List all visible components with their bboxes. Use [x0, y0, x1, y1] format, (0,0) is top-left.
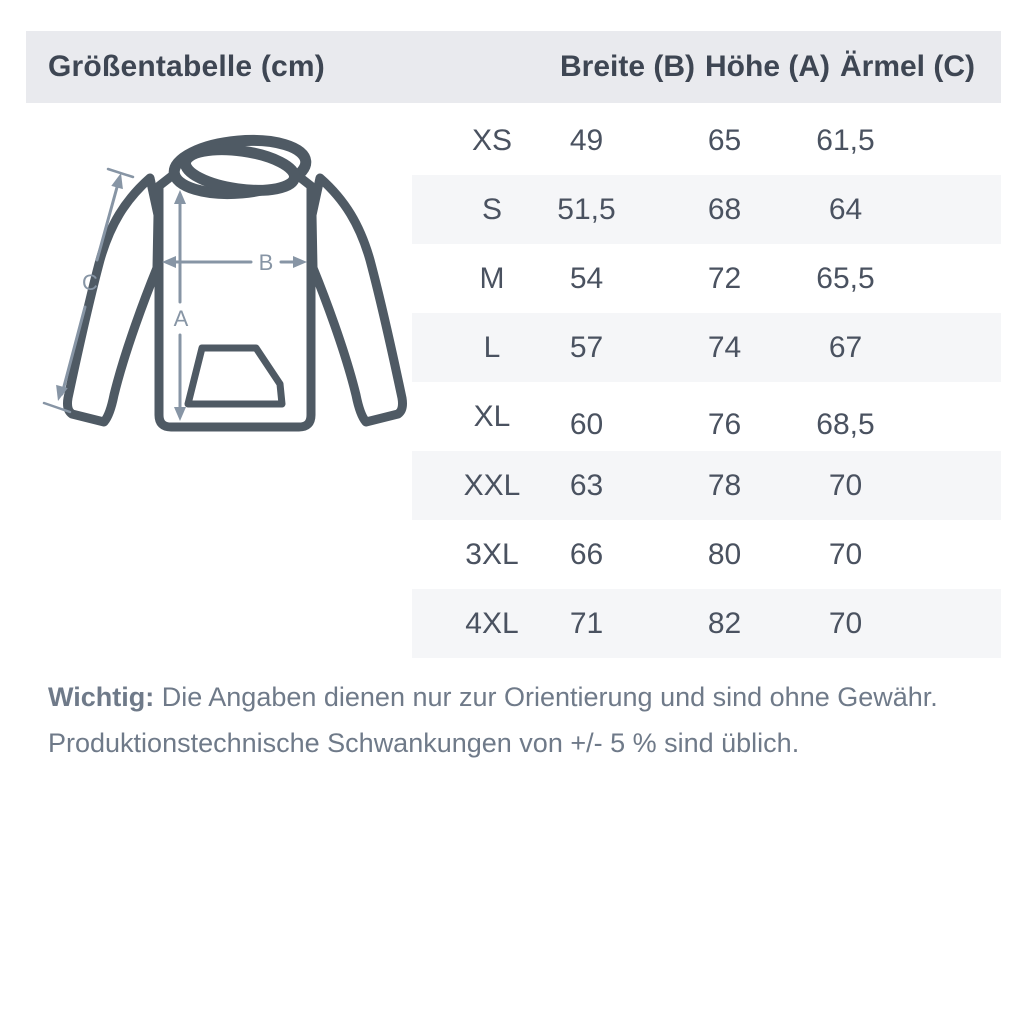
- hoehe-cell: 65: [707, 123, 742, 157]
- hoehe-cell: 74: [707, 330, 742, 364]
- label-a: A: [173, 306, 189, 331]
- hoehe-cell: 72: [707, 261, 742, 295]
- hoehe-cell: 78: [707, 468, 742, 502]
- hoodie-right-sleeve-outline: [312, 178, 403, 422]
- table-row-xs: [412, 106, 1001, 175]
- disclaimer-note: [48, 674, 948, 766]
- aermel-cell: 70: [828, 537, 863, 571]
- size-cell: 3XL: [465, 537, 519, 571]
- breite-cell: 60: [569, 407, 604, 441]
- size-table: [412, 106, 1001, 658]
- sleeve-arrow-top-head: [111, 173, 123, 189]
- disclaimer-text-1: Die Angaben dienen nur zur Orientierung und sind ohne Gewähr.: [161, 682, 938, 712]
- aermel-cell: 64: [828, 192, 863, 226]
- column-header-hoehe: Höhe (A): [705, 50, 830, 83]
- size-cell: XL: [473, 399, 511, 433]
- column-header-aermel: Ärmel (C): [839, 50, 975, 83]
- aermel-cell: 65,5: [816, 261, 875, 295]
- aermel-cell: 70: [828, 468, 863, 502]
- page-title: Größentabelle (cm): [48, 50, 325, 83]
- hoodie-left-sleeve-outline: [68, 178, 159, 422]
- size-cell: XS: [471, 123, 513, 157]
- disclaimer-label: Wichtig:: [48, 682, 155, 712]
- hoehe-cell: 68: [707, 192, 742, 226]
- table-row-xxl: [412, 451, 1001, 520]
- table-row-xl: [412, 382, 1001, 451]
- table-row-4xl: [412, 589, 1001, 658]
- breite-cell: 66: [569, 537, 604, 571]
- size-cell: M: [479, 261, 505, 295]
- disclaimer-text-2: Produktionstechnische Schwankungen von +/- 5 % sind üblich.: [48, 728, 800, 758]
- table-row-3xl: [412, 520, 1001, 589]
- hoehe-cell: 82: [707, 606, 742, 640]
- column-headers: [560, 50, 1001, 84]
- breite-cell: 51,5: [557, 192, 616, 226]
- aermel-cell: 68,5: [816, 407, 875, 441]
- size-cell: S: [481, 192, 502, 226]
- breite-cell: 54: [569, 261, 604, 295]
- table-header-band: [26, 31, 1001, 103]
- size-cell: 4XL: [465, 606, 519, 640]
- label-c: C: [82, 270, 98, 295]
- label-b: B: [258, 250, 274, 275]
- hoehe-cell: 80: [707, 537, 742, 571]
- disclaimer-line-1: [48, 674, 948, 720]
- aermel-cell: 61,5: [816, 123, 875, 157]
- breite-cell: 71: [569, 606, 604, 640]
- breite-cell: 57: [569, 330, 604, 364]
- breite-cell: 63: [569, 468, 604, 502]
- aermel-cell: 70: [828, 606, 863, 640]
- table-row-s: [412, 175, 1001, 244]
- table-row-l: [412, 313, 1001, 382]
- size-cell: XXL: [463, 468, 521, 502]
- size-cell: L: [483, 330, 501, 364]
- aermel-cell: 67: [828, 330, 863, 364]
- hoodie-measurement-diagram: [30, 120, 440, 450]
- column-header-breite: Breite (B): [559, 50, 695, 83]
- hoehe-cell: 76: [707, 407, 742, 441]
- table-row-m: [412, 244, 1001, 313]
- breite-cell: 49: [569, 123, 604, 157]
